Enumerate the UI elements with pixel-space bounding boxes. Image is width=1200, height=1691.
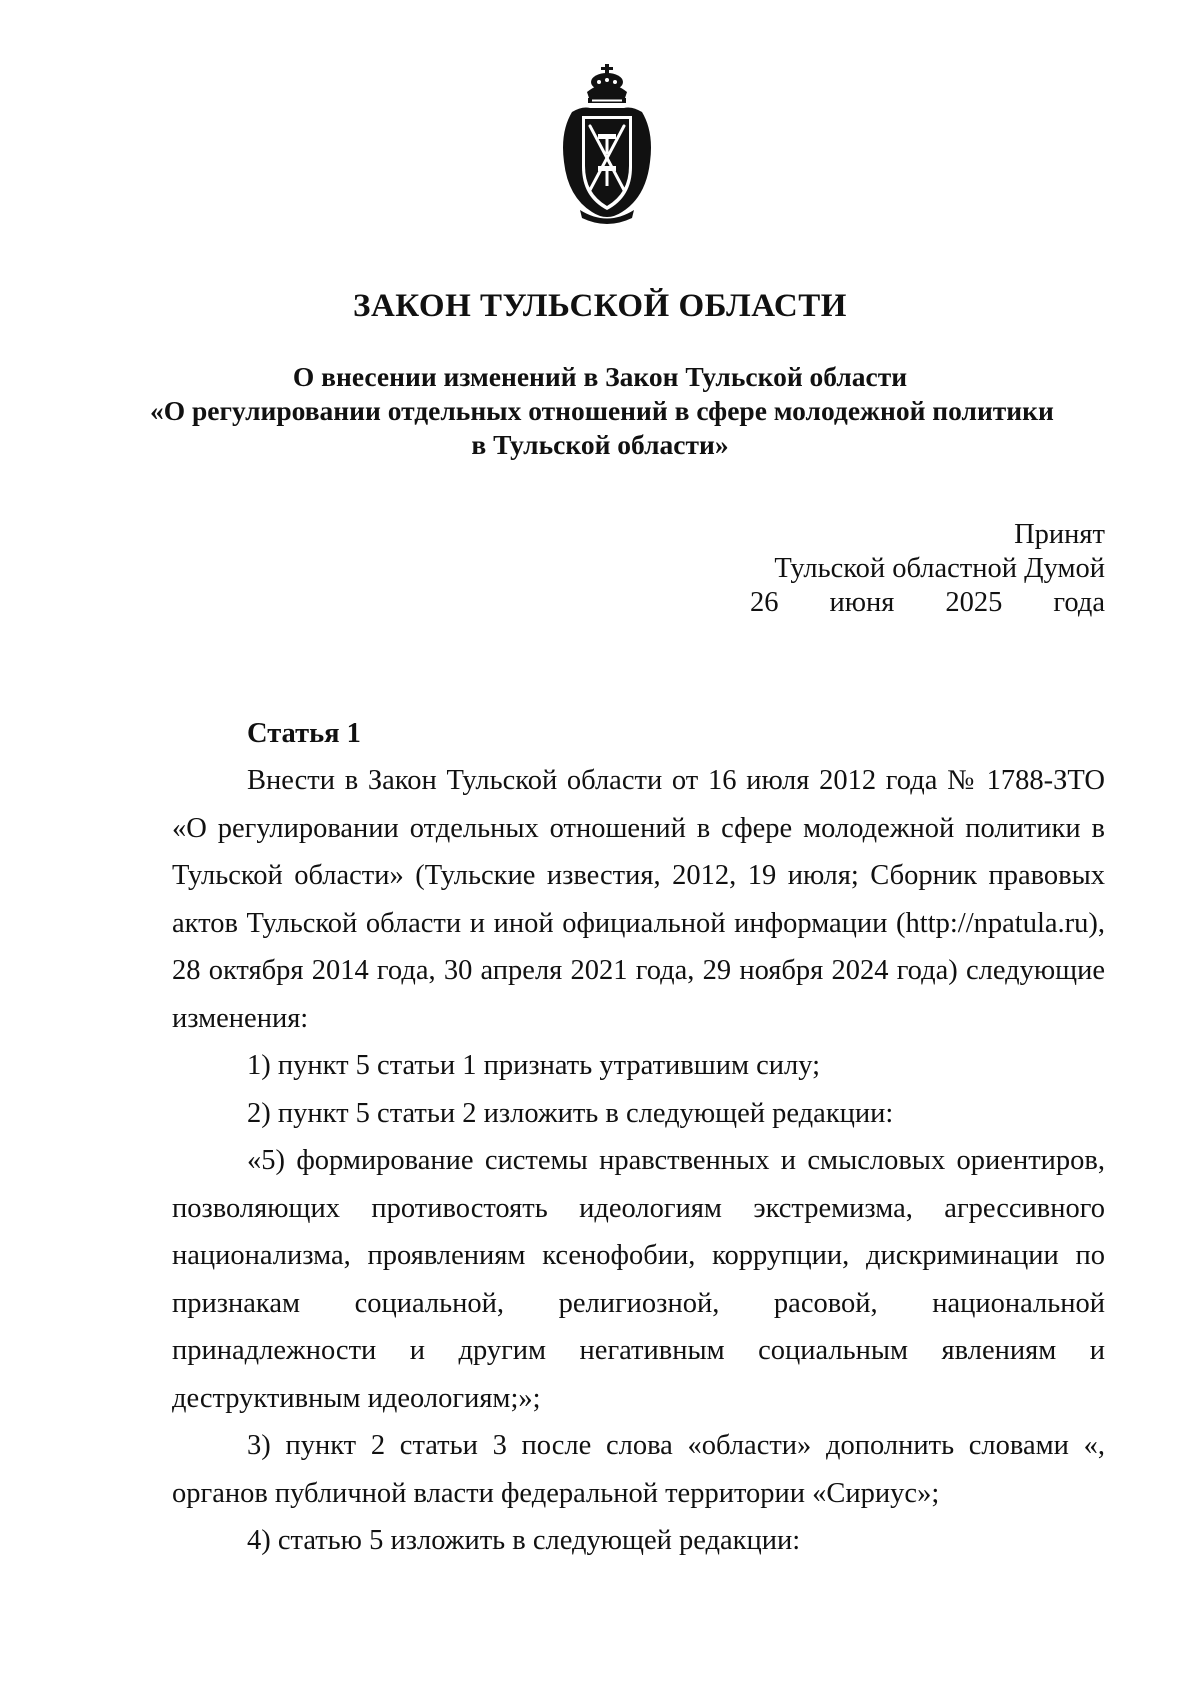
adoption-year-word: года bbox=[1053, 587, 1105, 618]
article-body bbox=[172, 757, 1105, 1565]
paragraph: «5) формирование системы нравственных и смысловых ориентиров, позволяющих противостоять идеологиям экстремизма, агрессивного национализма, проявлениям ксенофобии, коррупции, дискриминации по признакам социальной, религиозной, расовой, национальной принадлежности и другим негативным социальным явлениям и деструктивным идеологиям;»; bbox=[172, 1145, 1105, 1414]
law-subtitle bbox=[150, 360, 1054, 462]
adoption-date bbox=[750, 586, 1105, 620]
paragraph: 3) пункт 2 статьи 3 после слова «области» дополнить словами «, органов публичной власти федеральной территории «Сириус»; bbox=[172, 1430, 1105, 1509]
coat-of-arms-icon bbox=[552, 62, 662, 230]
paragraph: Внести в Закон Тульской области от 16 июля 2012 года № 1788-ЗТО «О регулировании отдельных отношений в сфере молодежной политики в Тульской области» (Тульские известия, 2012, 19 июля; Сборник правовых актов Тульской области и иной официальной информации (http://npatula.ru), 28 октября 2014 года, 30 апреля 2021 года, 29 ноября 2024 года) следующие изменения: bbox=[172, 765, 1105, 1034]
paragraph: 2) пункт 5 статьи 2 изложить в следующей редакции: bbox=[247, 1097, 894, 1129]
adoption-month: июня bbox=[829, 587, 895, 618]
paragraph: 1) пункт 5 статьи 1 признать утратившим силу; bbox=[247, 1050, 821, 1081]
subtitle-line: в Тульской области» bbox=[471, 429, 729, 460]
paragraph: 4) статью 5 изложить в следующей редакции: bbox=[247, 1525, 801, 1556]
law-title: ЗАКОН ТУЛЬСКОЙ ОБЛАСТИ bbox=[353, 288, 847, 324]
adopted-by: Тульской областной Думой bbox=[774, 553, 1105, 584]
adopted-label: Принят bbox=[1014, 519, 1105, 550]
subtitle-line: О внесении изменений в Закон Тульской области bbox=[292, 361, 908, 392]
adoption-block bbox=[750, 518, 1105, 620]
article-heading: Статья 1 bbox=[247, 718, 361, 749]
adoption-day: 26 bbox=[750, 587, 779, 618]
adoption-year: 2025 bbox=[945, 587, 1003, 618]
subtitle-line: «О регулировании отдельных отношений в сфере молодежной политики bbox=[150, 395, 1054, 426]
